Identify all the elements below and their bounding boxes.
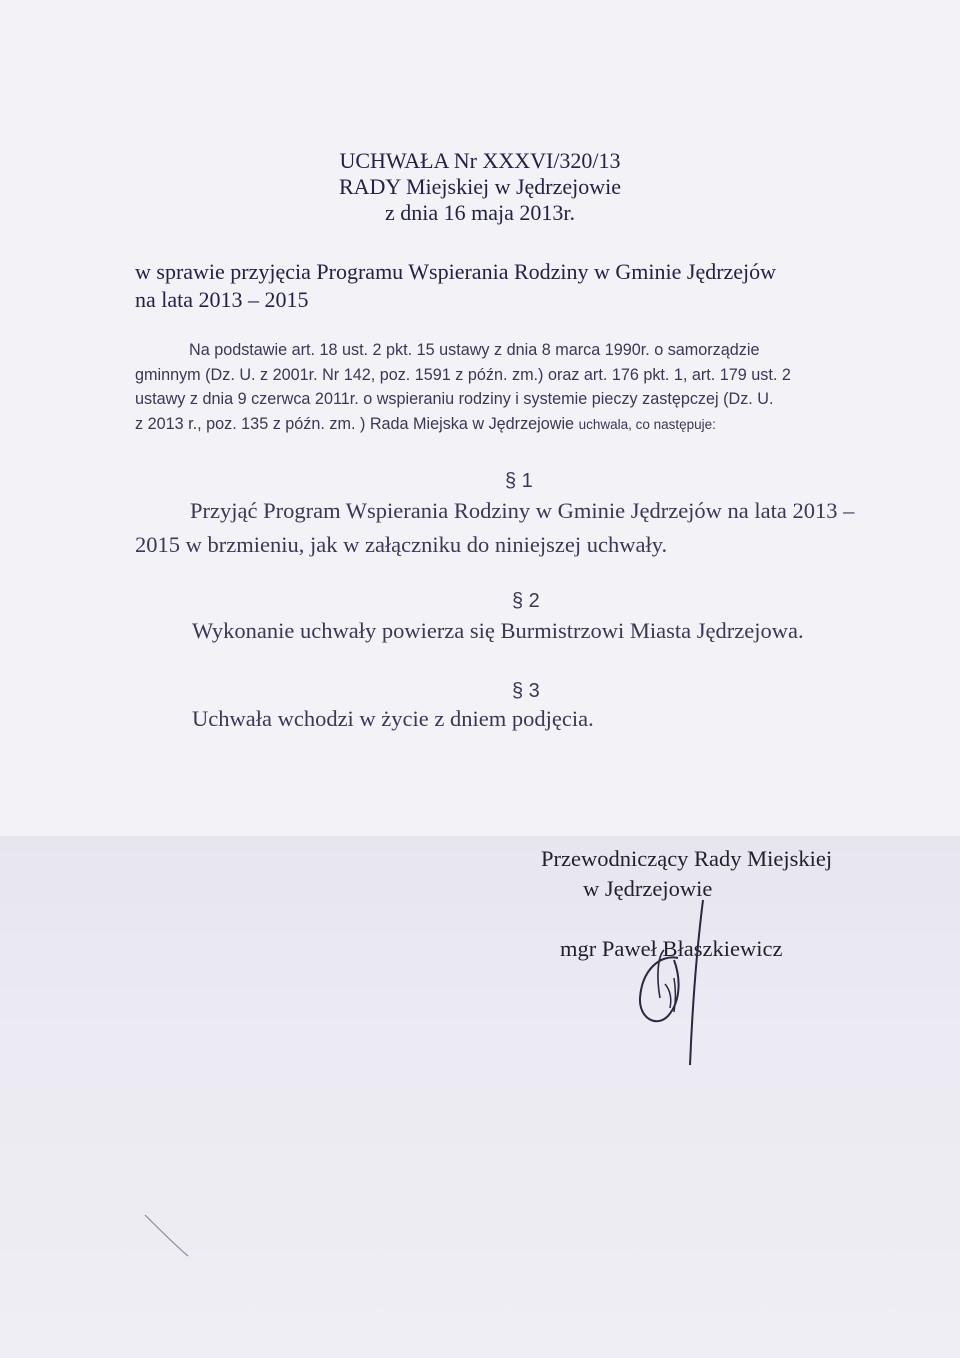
section-2-line: Wykonanie uchwały powierza się Burmistrzowi Miasta Jędrzejowa.	[192, 618, 804, 643]
basis-line: gminnym (Dz. U. z 2001r. Nr 142, poz. 1591 z późn. zm.) oraz art. 176 pkt. 1, art. 179 ust. 2	[135, 365, 791, 384]
signatory-title: Przewodniczący Rady Miejskiej	[541, 846, 833, 871]
resolution-date: z dnia 16 maja 2013r.	[384, 200, 575, 225]
resolution-subject	[135, 258, 776, 314]
basis-line-text: z 2013 r., poz. 135 z późn. zm. ) Rada Miejska w Jędrzejowie	[135, 414, 575, 433]
scan-artifact	[140, 1210, 200, 1260]
handwritten-signature	[590, 880, 730, 1080]
basis-tail: uchwala, co następuje:	[578, 416, 716, 432]
section-3-line: Uchwała wchodzi w życie z dniem podjęcia.	[192, 706, 594, 731]
subject-line: w sprawie przyjęcia Programu Wspierania Rodziny w Gminie Jędrzejów	[135, 259, 777, 284]
basis-line: ustawy z dnia 9 czerwca 2011r. o wspieraniu rodziny i systemie pieczy zastępczej (Dz. U.	[135, 390, 774, 408]
signatory-name: mgr Paweł Błaszkiewicz	[560, 936, 783, 961]
section-1-line: Przyjąć Program Wspierania Rodziny w Gminie Jędrzejów na lata 2013 –	[190, 498, 855, 523]
resolution-header	[250, 148, 710, 226]
basis-line: Na podstawie art. 18 ust. 2 pkt. 15 ustawy z dnia 8 marca 1990r. o samorządzie	[189, 341, 760, 359]
subject-line: na lata 2013 – 2015	[135, 287, 309, 312]
signature-stroke	[690, 900, 703, 1065]
legal-basis	[135, 338, 875, 437]
basis-line	[135, 412, 875, 438]
signatory-title: w Jędrzejowie	[583, 876, 713, 901]
council-name: RADY Miejskiej w Jędrzejowie	[338, 174, 622, 199]
section-mark-2: § 2	[512, 590, 540, 612]
signature-stroke	[658, 950, 664, 998]
scan-shade	[0, 836, 960, 1358]
resolution-number: UCHWAŁA Nr XXXVI/320/13	[339, 148, 621, 173]
section-mark-1: § 1	[505, 470, 533, 492]
section-mark-3: § 3	[512, 680, 540, 702]
section-1-line: 2015 w brzmieniu, jak w załączniku do niniejszej uchwały.	[135, 532, 668, 557]
